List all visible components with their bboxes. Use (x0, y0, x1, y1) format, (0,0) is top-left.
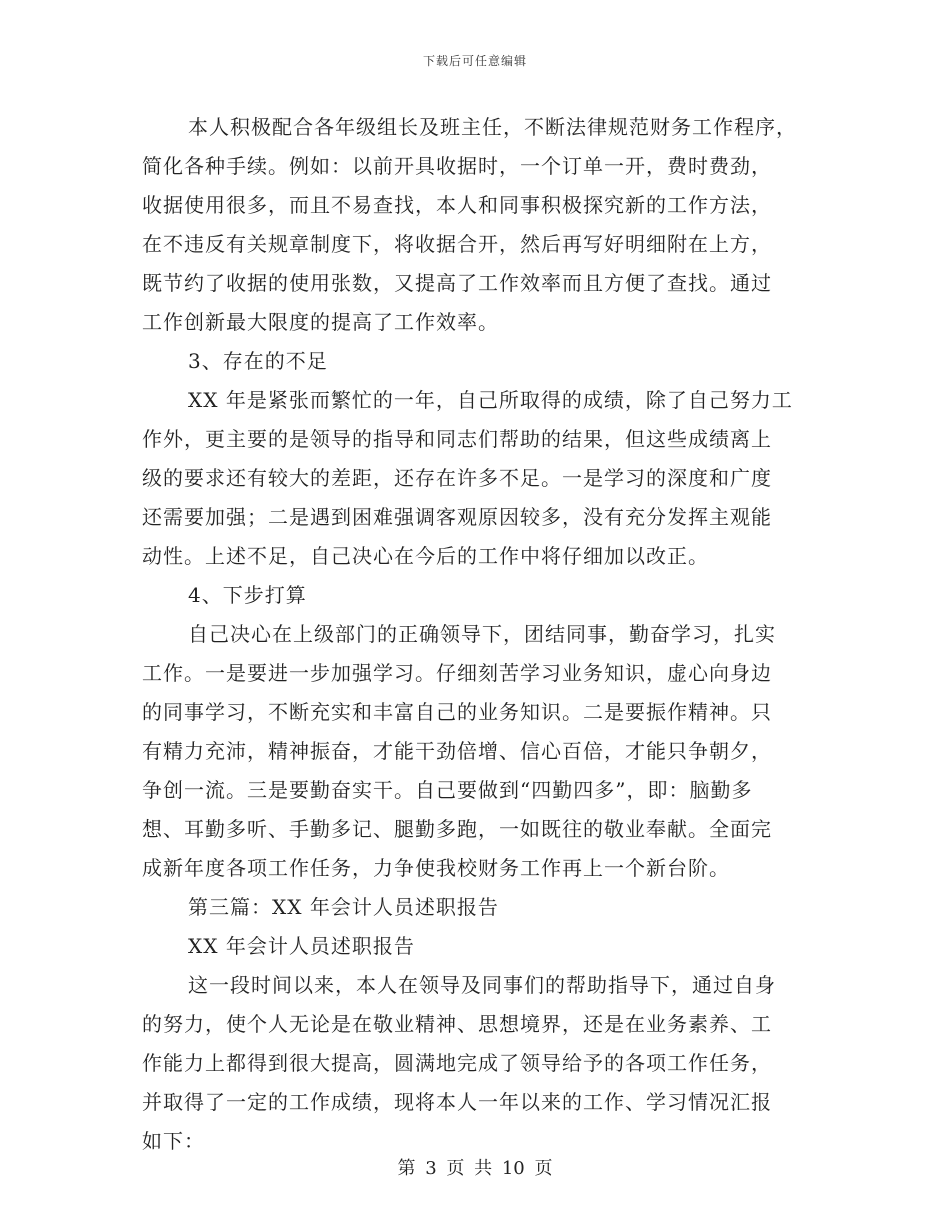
chapter-title: 第三篇：XX 年会计人员述职报告 (188, 895, 499, 919)
page-number-footer: 第 3 页 共 10 页 (397, 1158, 553, 1179)
body-line: 级的要求还有较大的差距，还存在许多不足。一是学习的深度和广度 (142, 466, 772, 490)
body-line: 的同事学习，不断充实和丰富自己的业务知识。二是要振作精神。只 (142, 700, 772, 724)
body-line: 想、耳勤多听、手勤多记、腿勤多跑，一如既往的敬业奉献。全面完 (142, 817, 772, 841)
body-line: 的努力，使个人无论是在敬业精神、思想境界，还是在业务素养、工 (142, 1012, 772, 1036)
body-line: XX 年是紧张而繁忙的一年，自己所取得的成绩，除了自己努力工 (188, 388, 793, 412)
body-line: 动性。上述不足，自己决心在今后的工作中将仔细加以改正。 (142, 544, 709, 568)
body-line: 作外，更主要的是领导的指导和同志们帮助的结果，但这些成绩离上 (142, 427, 772, 451)
body-line: 争创一流。三是要勤奋实干。自己要做到“四勤四多”，即：脑勤多 (142, 778, 753, 802)
body-line: 这一段时间以来，本人在领导及同事们的帮助指导下，通过自身 (188, 973, 776, 997)
body-line: 并取得了一定的工作成绩，现将本人一年以来的工作、学习情况汇报 (142, 1090, 772, 1114)
section-heading: 4、下步打算 (188, 583, 307, 607)
body-line: 作能力上都得到很大提高，圆满地完成了领导给予的各项工作任务， (142, 1051, 772, 1075)
body-line: 有精力充沛，精神振奋，才能干劲倍增、信心百倍，才能只争朝夕， (142, 739, 772, 763)
body-line: 本人积极配合各年级组长及班主任，不断法律规范财务工作程序， (188, 115, 797, 139)
body-line: 工作。一是要进一步加强学习。仔细刻苦学习业务知识，虚心向身边 (142, 661, 772, 685)
body-line: 既节约了收据的使用张数，又提高了工作效率而且方便了查找。通过 (142, 271, 772, 295)
body-line: 如下： (142, 1129, 205, 1153)
body-line: 简化各种手续。例如：以前开具收据时，一个订单一开，费时费劲， (142, 154, 772, 178)
document-body (142, 108, 812, 1161)
body-line: 成新年度各项工作任务，力争使我校财务工作再上一个新台阶。 (142, 856, 730, 880)
body-line: 收据使用很多，而且不易查找，本人和同事积极探究新的工作方法， (142, 193, 772, 217)
body-line: 工作创新最大限度的提高了工作效率。 (142, 310, 499, 334)
body-line: 自己决心在上级部门的正确领导下，团结同事，勤奋学习，扎实 (188, 622, 776, 646)
page-header: 下载后可任意编辑 (422, 54, 527, 68)
section-heading: 3、存在的不足 (188, 349, 328, 373)
body-line: 还需要加强；二是遇到困难强调客观原因较多，没有充分发挥主观能 (142, 505, 772, 529)
report-title: XX 年会计人员述职报告 (188, 934, 415, 958)
body-line: 在不违反有关规章制度下，将收据合开，然后再写好明细附在上方， (142, 232, 772, 256)
